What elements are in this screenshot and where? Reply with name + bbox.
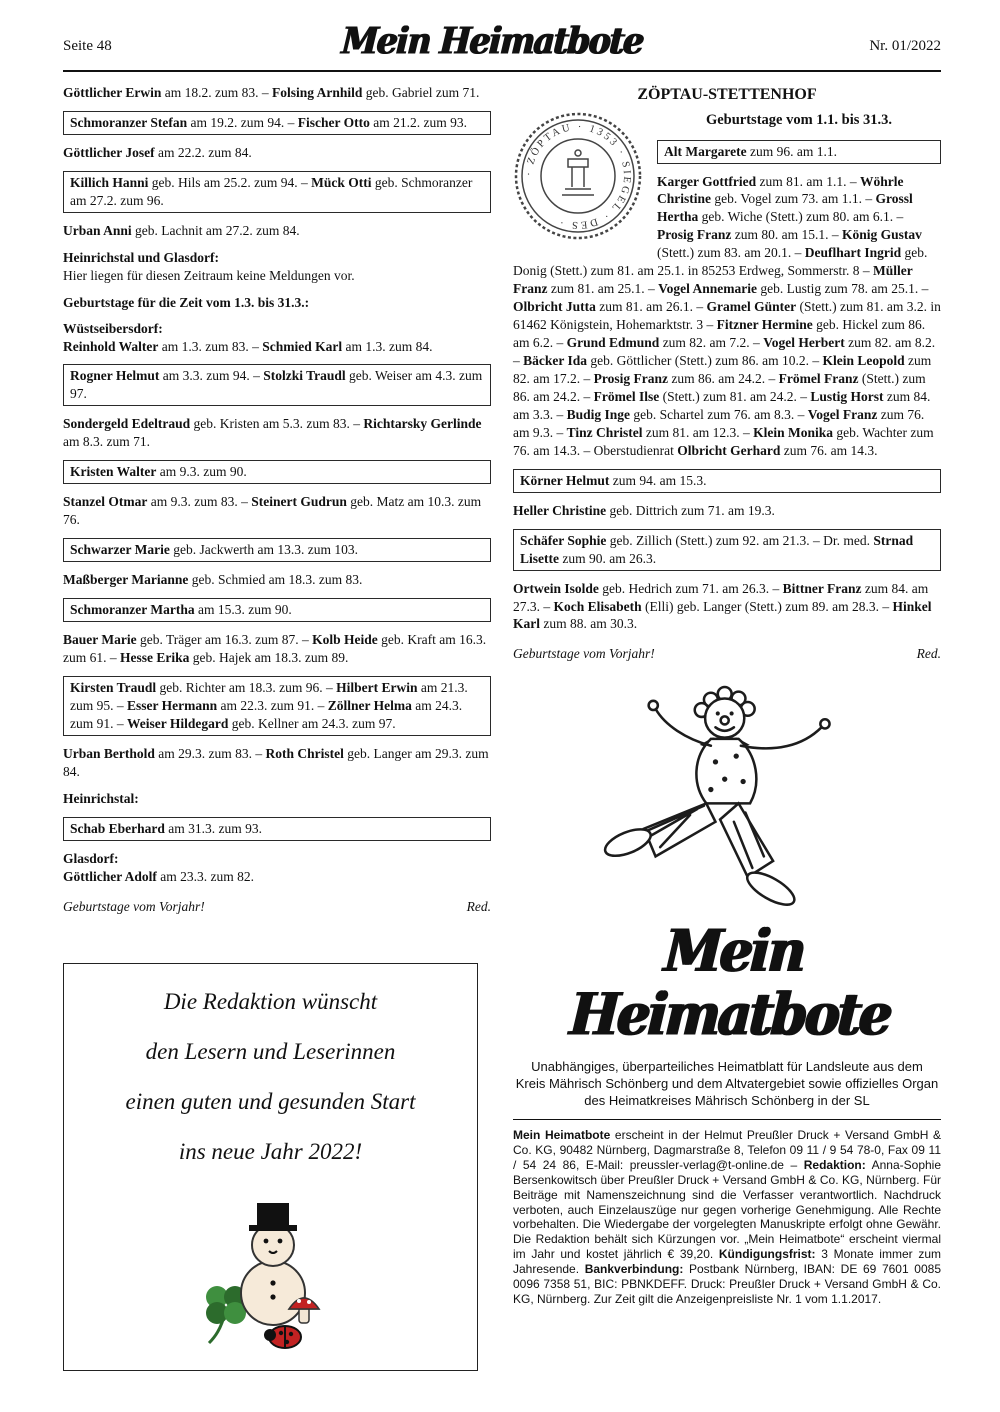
entry-text: geb. Träger am 16.3. zum 87. – [136, 632, 313, 648]
person-name: Grund Edmund [566, 335, 660, 351]
person-name: Lustig Horst [810, 388, 884, 404]
person-name: Reinhold Walter [63, 338, 159, 354]
entry-text: geb. Hedrich zum 71. am 26.3. – [598, 580, 783, 596]
person-name: Sondergeld Edeltraud [63, 416, 191, 432]
svg-text:· ZÖPTAU · 1353 · SIEGEL · DES [524, 122, 632, 230]
entry-text: (Stett.) zum 83. am 20.1. – [657, 245, 805, 261]
person-name: Urban Berthold [63, 745, 155, 761]
entry-text: Postbank Nürnberg, IBAN: DE 69 7601 0085 0096 7358 51, BIC: PBNKDEFF. Druck: Preußler Druck + Versand GmbH & Co. KG, Nürnberg. Zur Zeit gilt die Anzeigenpreisliste Nr. 1 vom 1.1.2017. [513, 1262, 941, 1306]
entry-text: (Elli) geb. Langer (Stett.) zum 89. am 28.3. – [641, 598, 893, 614]
plain-entry [513, 580, 941, 634]
wish-line: den Lesern und Leserinnen [145, 1039, 396, 1065]
person-name: Hinkel Karl [513, 598, 932, 632]
person-name: Alt Margarete [664, 143, 747, 159]
note-entry [63, 898, 491, 916]
person-name: Schmoranzer Martha [70, 602, 195, 618]
entry-text: am 23.3. zum 82. [156, 868, 254, 884]
entry-text: geb. Kraft am 16.3. zum 61. – [63, 632, 487, 665]
person-name: Kolb Heide [312, 632, 378, 648]
entry-text: geb. Hils am 25.2. zum 94. – [148, 174, 312, 190]
entry-text: geb. Wachter zum 76. am 14.3. – Oberstudienrat [513, 424, 934, 458]
entry-text: am 18.2. zum 83. – [161, 85, 272, 100]
entry-text: geb. Kellner am 24.3. zum 97. [228, 715, 396, 731]
entry-text: am 31.3. zum 93. [164, 820, 263, 836]
person-name: Esser Hermann [127, 697, 218, 713]
entry-text: am 29.3. zum 83. – [154, 745, 266, 761]
entry-text: geb. Göttlicher (Stett.) zum 86. am 10.2. – [587, 353, 823, 369]
entry-text: zum 94. am 15.3. [609, 472, 707, 488]
entry-text: zum 84. am 27.3. – [513, 580, 929, 614]
entry-text: geb. Schmied am 18.3. zum 83. [188, 572, 363, 588]
entry-text: am 22.2. zum 84. [154, 144, 252, 160]
plain-entry [63, 868, 491, 886]
entry-text: geb. Dittrich zum 71. am 19.3. [606, 502, 775, 518]
person-name: Heller Christine [513, 502, 607, 518]
person-name: Rogner Helmut [70, 368, 160, 384]
entry-text: (Stett.) zum 81. am 24.2. – [659, 388, 811, 404]
person-name: Maßberger Marianne [63, 572, 189, 588]
person-name: Vogel Annemarie [658, 281, 757, 297]
entry-text: zum 80. am 15.1. – [731, 227, 842, 243]
entry-text: geb. Zillich (Stett.) zum 92. am 21.3. – Dr. med. [606, 532, 874, 548]
entry-text: geb. Schartel zum 76. am 8.3. – [630, 406, 808, 422]
entry-text: am 1.3. zum 83. – [158, 338, 263, 354]
person-name: Bäcker Ida [523, 353, 588, 369]
person-name: Geburtstage für die Zeit vom 1.3. bis 31.3.: [63, 294, 310, 310]
person-name: Urban Anni [63, 222, 132, 238]
person-name: König Gustav [842, 227, 922, 243]
entry-text: am 3.3. zum 94. – [159, 368, 264, 384]
entry-text: geb. Schmoranzer am 27.2. zum 96. [70, 174, 473, 208]
person-name: Ortwein Isolde [513, 580, 599, 596]
entry-text: zum 76. am 14.3. [780, 442, 878, 458]
heading-entry [63, 850, 491, 868]
entry-text: zum 84. am 3.3. – [513, 388, 931, 422]
wish-line: einen guten und gesunden Start [125, 1088, 416, 1114]
plain-entry [63, 338, 491, 356]
person-name: Olbricht Jutta [513, 299, 596, 315]
person-name: Schwarzer Marie [70, 542, 170, 558]
entry-text: am 21.2. zum 93. [369, 114, 467, 130]
person-name: Wüstseibersdorf: [63, 320, 163, 336]
entry-text: geb. Matz am 10.3. zum 76. [63, 494, 482, 528]
person-name: Vogel Franz [807, 406, 878, 422]
person-name: Hesse Erika [120, 649, 190, 665]
person-name: Göttlicher Josef [63, 144, 155, 160]
page-number: Seite 48 [63, 38, 112, 54]
boxed-entry [63, 817, 491, 841]
person-name: Gramel Günter [706, 299, 797, 315]
plain-entry [63, 415, 491, 451]
plain-entry [63, 144, 491, 162]
person-name: Prosig Franz [593, 370, 668, 386]
ladybug-icon [264, 1326, 301, 1348]
entry-text: Anna-Sophie Bersenkowitsch über Preußler Druck + Versand GmbH & Co. KG, Nürnberg. Für Beiträge mit Namenszeichnung sind die Verfasser verantwortlich. Nachdruck verboten, auch Einzelauszüge nur gegen vorherige Genehmigung. Alle Rechte vorbehalten. Die Wiedergabe der vorgelegten Manuskripte erfolgt ohne Gewähr. Die Redaktion behält sich Kürzungen vor. „Mein Heimatbote“ erscheint viermal im Jahr und kostet jährlich € 39,20. [513, 1157, 942, 1262]
impressum [513, 1119, 941, 1307]
entry-text: zum 82. am 17.2. – [513, 353, 932, 386]
clover-icon [206, 1286, 246, 1343]
person-name: Heinrichstal und Glasdorf: [63, 249, 220, 265]
entry-text: zum 81. am 1.1. – [756, 173, 860, 189]
note-entry [513, 645, 941, 663]
person-name: Koch Elisabeth [553, 598, 642, 614]
person-name: Fitzner Hermine [716, 317, 813, 333]
person-name: Kristen Walter [70, 464, 157, 480]
person-name: Körner Helmut [520, 472, 610, 488]
wish-line: Die Redaktion wünscht [163, 989, 378, 1015]
person-name: Prosig Franz [657, 227, 732, 243]
red-signature: Red. [466, 898, 491, 914]
lucky-charms-illustration [64, 1187, 477, 1360]
section-subtitle: Geburtstage vom 1.1. bis 31.3. [705, 112, 893, 129]
entry-text: zum 86. am 24.2. – [668, 370, 779, 386]
entry-text: zum 81. am 12.3. – [642, 424, 754, 440]
person-name: Hilbert Erwin [336, 679, 418, 695]
new-year-wishes-box [63, 963, 478, 1371]
entry-text: geb. Jackwerth am 13.3. zum 103. [169, 542, 359, 558]
person-name: Göttlicher Adolf [63, 868, 157, 884]
boxed-entry [63, 364, 491, 406]
entry-text: am 1.3. zum 84. [342, 338, 433, 354]
boxed-entry [63, 538, 491, 562]
person-name: Glasdorf: [63, 850, 119, 866]
person-name: Roth Christel [265, 745, 344, 761]
boxed-entry [63, 676, 491, 736]
person-name: Göttlicher Erwin [63, 85, 162, 100]
person-name: Grossl Hertha [657, 191, 913, 225]
publication-description: Unabhängiges, überparteiliches Heimatblatt für Landsleute aus dem Kreis Mährisch Schönberg und dem Altvatergebiet sowie offizielles Organ des Heimatkreises Mährisch Schönberg in der SL [515, 1058, 939, 1109]
entry-text: geb. Wiche (Stett.) zum 80. am 6.1. – [698, 209, 904, 225]
entry-text: geb. Richter am 18.3. zum 96. – [156, 679, 337, 695]
plain-entry [63, 222, 491, 240]
heading-entry [63, 790, 491, 808]
entry-text: geb. Langer am 29.3. zum 84. [63, 745, 489, 779]
person-name: Mück Otti [311, 174, 372, 190]
person-name: Olbricht Gerhard [677, 442, 781, 458]
red-signature: Red. [916, 646, 941, 662]
vorjahr-note: Geburtstage vom Vorjahr! [63, 898, 205, 914]
person-name: Schäfer Sophie [520, 532, 607, 548]
person-name: Klein Monika [753, 424, 834, 440]
person-name: Bankverbindung: [584, 1262, 684, 1277]
boxed-entry [63, 460, 491, 484]
content-columns [63, 84, 941, 1371]
seal-ring-text: · ZÖPTAU · 1353 · SIEGEL · DES · [523, 122, 633, 231]
heading-entry [63, 249, 491, 267]
person-name: Bittner Franz [782, 580, 862, 596]
person-name: Strnad Lisette [520, 532, 914, 566]
entry-text: am 24.3. zum 91. – [70, 697, 463, 731]
heading-entry [63, 320, 491, 338]
plain-entry [63, 631, 491, 667]
section-title: ZÖPTAU-STETTENHOF [637, 86, 817, 103]
person-name: Müller Franz [513, 263, 913, 297]
boxed-entry [63, 598, 491, 622]
person-name: Schab Eberhard [70, 820, 165, 836]
person-name: Redaktion: [803, 1157, 866, 1172]
person-name: Tinz Christel [566, 424, 643, 440]
entry-text: geb. Vogel zum 73. am 1.1. – [711, 191, 876, 207]
person-name: Folsing Arnhild [272, 85, 363, 100]
seal-emblem-icon [562, 150, 594, 195]
heading-entry [63, 294, 491, 312]
entry-text: 3 Monate immer zum Jahresende. [513, 1247, 941, 1277]
entry-text: geb. Donig (Stett.) zum 81. am 25.1. in 85253 Erdweg, Sommerstr. 8 – [513, 245, 928, 279]
entry-text: zum 96. am 1.1. [746, 143, 837, 159]
person-name: Killich Hanni [70, 174, 149, 190]
entry-text: am 8.3. zum 71. [63, 434, 150, 450]
clown-illustration [513, 672, 941, 919]
person-name: Weiser Hildegard [127, 715, 229, 731]
entry-text: am 19.2. zum 94. – [187, 114, 298, 130]
issue-number: Nr. 01/2022 [869, 38, 941, 54]
entry-text: geb. Lachnit am 27.2. zum 84. [131, 222, 300, 238]
entry-text: am 15.3. zum 90. [194, 602, 292, 618]
entry-text: erscheint in der Helmut Preußler Druck + Versand GmbH & Co. KG, 90482 Nürnberg, Dagmarstraße 8, Telefon 09 11 / 9 54 78-0, Fax 09 11 / 54 24 86, E-Mail: preussler-verlag@t-online.de – [513, 1128, 941, 1172]
page-header [63, 18, 941, 63]
person-name: Kündigungsfrist: [718, 1247, 816, 1262]
entry-text: zum 88. am 30.3. [540, 616, 638, 632]
person-name: Fischer Otto [297, 114, 370, 130]
entry-text: am 21.3. zum 95. – [70, 679, 468, 713]
entry-text: geb. Gabriel zum 71. [362, 85, 480, 100]
person-name: Steinert Gudrun [251, 494, 347, 510]
entry-text: geb. Hajek am 18.3. zum 89. [189, 649, 349, 665]
plain-entry [63, 571, 491, 589]
zoeptau-seal [513, 111, 643, 241]
person-name: Mein Heimatbote [513, 1128, 611, 1143]
person-name: Frömel Ilse [593, 388, 660, 404]
entry-text: geb. Weiser am 4.3. zum 97. [70, 368, 483, 402]
vorjahr-note: Geburtstage vom Vorjahr! [513, 646, 655, 662]
person-name: Richtarsky Gerlinde [363, 416, 482, 432]
plain-entry [513, 502, 941, 520]
entry-text: zum 82. am 7.2. – [659, 335, 764, 351]
boxed-entry [513, 529, 941, 571]
entry-text: zum 90. am 26.3. [558, 550, 657, 566]
left-entries [63, 84, 491, 915]
entry-text: zum 82. am 8.2. – [513, 335, 936, 369]
entry-text: zum 81. am 25.1. – [547, 281, 659, 297]
entry-text: geb. Lustig zum 78. am 25.1. – [757, 281, 929, 297]
masthead-logo: Mein Heimatbote [339, 18, 644, 63]
person-name: Schmied Karl [262, 338, 343, 354]
entry-text: am 9.3. zum 83. – [147, 494, 252, 510]
person-name: Stanzel Otmar [63, 494, 148, 510]
entry-text: (Stett.) zum 81. am 3.2. in 61462 Königstein, Hohemarktstr. 3 – [513, 299, 941, 333]
person-name: Heinrichstal: [63, 790, 139, 806]
entry-text: am 9.3. zum 90. [156, 464, 247, 480]
entry-text: (Stett.) zum 86. am 24.2. – [513, 370, 926, 404]
boxed-entry [513, 469, 941, 493]
person-name: Frömel Franz [778, 370, 859, 386]
entry-text: geb. Kristen am 5.3. zum 83. – [190, 416, 364, 432]
person-name: Stolzki Traudl [263, 368, 346, 384]
person-name: Deuflhart Ingrid [804, 245, 902, 261]
header-rule [63, 70, 941, 72]
boxed-entry [657, 140, 941, 164]
entry-text: am 22.3. zum 91. – [217, 697, 328, 713]
boxed-entry [63, 111, 491, 135]
person-name: Bauer Marie [63, 632, 137, 648]
plain-entry [63, 745, 491, 781]
person-name: Kirsten Traudl [70, 679, 157, 695]
entry-text: geb. Hickel zum 86. am 6.2. – [513, 317, 926, 351]
person-name: Klein Leopold [822, 353, 905, 369]
masthead-logo-large: Mein Heimatbote [567, 917, 891, 1050]
entry-text: zum 76. am 9.3. – [513, 406, 925, 440]
entry-text: zum 81. am 26.1. – [595, 299, 707, 315]
boxed-entry [63, 171, 491, 213]
person-name: Zöllner Helma [327, 697, 412, 713]
person-name: Karger Gottfried [657, 173, 757, 189]
wish-line: ins neue Jahr 2022! [178, 1138, 363, 1164]
right-column [513, 84, 941, 1371]
person-name: Wöhrle Christine [657, 173, 904, 207]
person-name: Schmoranzer Stefan [70, 114, 188, 130]
person-name: Vogel Herbert [763, 335, 845, 351]
plain-entry [63, 267, 491, 285]
plain-entry [63, 84, 491, 102]
left-column [63, 84, 491, 1371]
plain-entry [63, 493, 491, 529]
entry-text: Hier liegen für diesen Zeitraum keine Meldungen vor. [63, 267, 355, 283]
person-name: Budig Inge [566, 406, 631, 422]
